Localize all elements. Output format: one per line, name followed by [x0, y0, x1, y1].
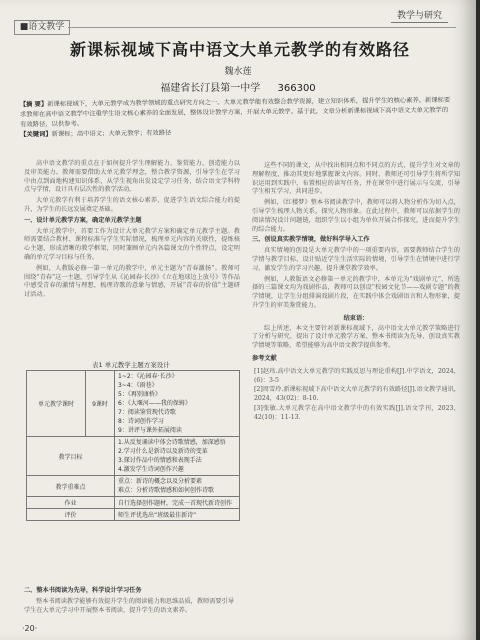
table-line: 1.从反复诵读中体会诗歌情感，加深感悟	[118, 439, 226, 446]
column-tag: ■语文教学	[14, 20, 70, 35]
article-title: 新课标视域下高中语文大单元教学的有效路径	[69, 40, 410, 59]
table-line: 重点：新诗的概念以及分析要素	[118, 478, 203, 485]
abstract-block	[20, 96, 452, 141]
conclusion-paragraph: 综上所述，本文主要针对新课标视域下，高中语文大单元教学策略进行了分析与研究，提出了设计单元教学方案、整本书阅读为先导、创设真实教学情境等策略，希望能够为高中语文教学提供参考。	[252, 324, 460, 350]
unit-plan-table	[26, 370, 240, 521]
table-line: 5：《再别康桥》	[118, 391, 161, 398]
body-paragraph: 这些不同的课文，从中找出相同点和不同点的方式，提升学生对文章的理解程度，推动其更好地掌握课文内容。同时，教师还可引导学生将所学知识运用到实践中，布置相应的读写任务，并在课堂中进行展示与交流，引导学生相互学习，共同进步。	[252, 162, 460, 196]
references-list	[252, 368, 460, 423]
keywords-label: 【关键词】	[20, 130, 52, 139]
table-row	[27, 437, 240, 476]
table-line: 难点：分析诗歌情感和如何创作诗歌	[118, 487, 215, 494]
table-cell: 评价	[27, 509, 115, 521]
table-caption: 表1 单元教学主题方案设计	[92, 361, 170, 369]
left-column	[24, 160, 240, 302]
intro-paragraph: 高中语文教学的重点在于如何提升学生理解能力、鉴赏能力、创造能力以及审美能力。教师需要借助大单元教学理念，整合教学资源，引导学生在学习中由点到面地构建知识体系，从学生视角出发设定学习任务，结合语文学科特点与学情，设计具有层次性的教学活动。	[24, 160, 240, 194]
table-line: 8：诗词创作学习	[118, 418, 164, 425]
table-line: 1~2：《沁园春·长沙》	[118, 373, 178, 380]
table-line: 7：阅读鉴赏现代诗歌	[118, 409, 176, 416]
journal-section-header: 教学与研究	[391, 8, 448, 23]
affiliation	[0, 79, 476, 94]
table-line: 4.激发学生诗词创作兴趣	[118, 466, 184, 473]
header-rule	[68, 27, 456, 28]
abstract-label: 【摘 要】	[19, 100, 48, 109]
intro-paragraph: 大单元教学有利于培养学生的语文核心素养，促进学生语文综合能力的提升，为学生的长远发展奠定基础。	[24, 197, 240, 213]
table-line: 3~4：《雨巷》	[118, 382, 158, 389]
affiliation-org: 福建省长汀县第一中学	[160, 83, 261, 94]
table-row	[27, 509, 240, 521]
table-cell: 教学重难点	[27, 476, 115, 497]
section-heading: 二、整本书阅读为先导，科学设计学习任务	[24, 587, 142, 594]
table-cell: 作业	[27, 497, 115, 509]
table-line: 6：《大堰河——我的保姆》	[118, 400, 191, 407]
affiliation-postcode: 366300	[277, 83, 316, 94]
table-row	[27, 497, 240, 509]
table-row	[27, 371, 240, 437]
table-cell: 9课时	[86, 371, 115, 437]
table-cell: 单元教学课时	[27, 371, 86, 437]
section-two	[24, 585, 240, 617]
keywords-text: 新课标；高中语文；大单元教学；有效路径	[51, 129, 172, 138]
table-line: 9：讲评与课外拓展阅读	[118, 427, 182, 434]
table-cell: 教学目标	[27, 437, 115, 476]
table-cell	[115, 371, 240, 437]
author-name: 魏水莲	[224, 67, 252, 77]
body-paragraph: 例如，人教版语文必修第一单元的教学中，本单元为“戏剧单元”，所选择的三篇课文均为戏剧作品，教师可以创设“校园文化节——戏剧专题”的教学情境，让学生分组排演戏剧片段，在实践中体会戏剧语言和人物形象，提升学生的审美鉴赏能力。	[252, 275, 460, 309]
body-paragraph: 真实情境的创设是大单元教学中的一项重要内容，需要教师结合学生的学情与教学目标，设计贴近学生生活实际的情境，引导学生在情境中进行学习，激发学生的学习兴趣，提升课堂教学效率。	[252, 247, 460, 272]
section-heading: 三、创设真实教学情境，做好科学导入工作	[252, 236, 370, 244]
body-paragraph: 例如，人教版必修一第一单元的教学中，单元主题为“青春激扬”。教师可围绕“青春”这一主题，引导学生从《沁园春·长沙》《立在地球边上放号》等作品中感受青春的激情与理想，梳理诗歌的意象与情感，开展“青春的价值”主题研讨活动。	[24, 264, 240, 299]
right-column	[252, 162, 460, 424]
table-cell	[115, 437, 240, 476]
conclusion-heading: 结束语：	[343, 314, 369, 322]
section-heading: 一、设计单元教学方案，确定单元教学主题	[24, 216, 142, 224]
reference-item: [1]赵玮.高中语文大单元教学的实践反思与理论重构[J].中学语文，2024，(6)：3-5	[254, 367, 460, 384]
table-cell	[115, 476, 240, 497]
reference-item: [3]张敏.大单元教学在高中语文教学中的有效实践[J].语文学刊，2023，42(10)：11-13.	[254, 404, 460, 421]
table-row	[27, 476, 240, 497]
reference-item: [2]周雪玲.新课标视域下高中语文大单元教学的有效路径[J].语文教学通讯，2024，43(02)：8-10.	[254, 386, 460, 403]
body-paragraph: 大单元教学中，首要工作为设计大单元教学方案和确定单元教学主题。教师需要结合教材、课程标准与学生实际情况，梳理单元内容的关联性，提炼核心主题，形成清晰的教学框架，同时兼顾单元内各篇课文的个性特点，设定明确的单元学习目标与任务。	[24, 227, 240, 261]
body-paragraph: 整本书阅读教学能够有效提升学生的阅读能力和思维品质，教师需要引导学生在大单元学习中开展整本书阅读，提升学生的语文素养。	[24, 597, 234, 614]
references-heading: 参考文献	[252, 354, 277, 362]
page-number: ·20·	[22, 624, 38, 633]
abstract-text: 新课标视域下，大单元教学成为教学领域的重点研究方向之一。大单元教学能有效整合教学资源，建立知识体系，提升学生的核心素养。新课标要求教师在高中语文教学中注重学生语文核心素养的全面发展，整体设计教学方案，开展大单元教学。基于此，文章分析新课标视域下高中语文大单元教学的有效路径，以供参考。	[19, 96, 451, 129]
table-cell: 自行选择创作题材，完成一首现代新诗创作	[115, 497, 240, 509]
body-paragraph: 例如，《红楼梦》整本书阅读教学中，教师可以将人物分析作为切入点，引导学生梳理人物关系，探究人物形象。在此过程中，教师可以依据学生的阅读情况设计问题链，组织学生以小组为单位开展合作探究，进而提升学生的综合能力。	[252, 199, 460, 233]
table-line: 3.探讨作品中的情感和表现手法	[118, 457, 202, 464]
table-cell: 师生评优选出“班级最佳新诗”	[115, 509, 240, 521]
table-line: 2.学习什么是新诗以及新诗的变革	[118, 448, 208, 455]
